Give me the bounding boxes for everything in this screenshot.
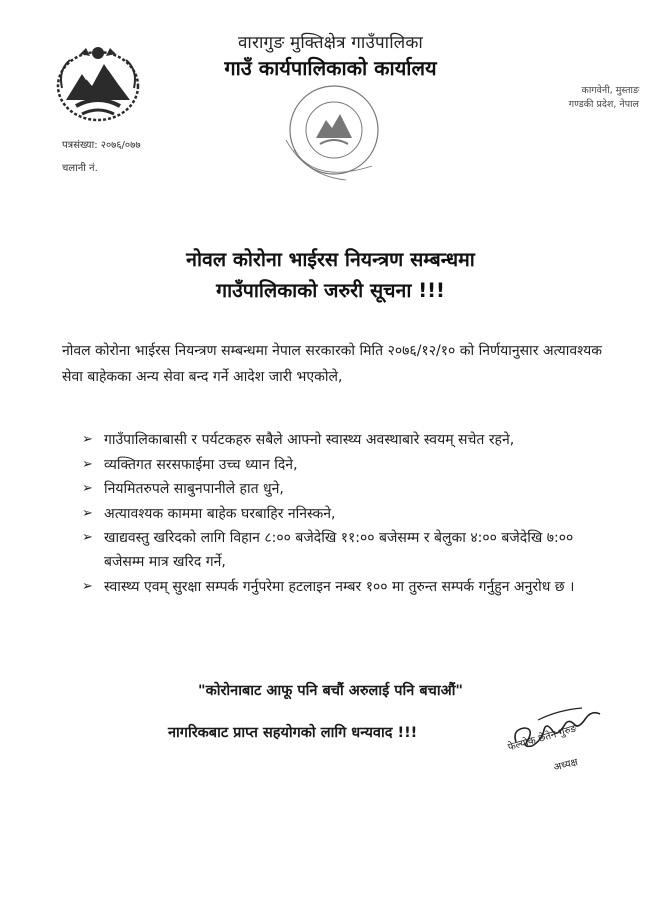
instruction-list xyxy=(80,428,606,599)
office-stamp-icon xyxy=(276,80,392,188)
list-item-text: अत्यावश्यक काममा बाहेक घरबाहिर ननिस्कने, xyxy=(104,505,336,522)
notice-title-line-2: गाउँपालिकाको जरुरी सूचना !!! xyxy=(216,279,445,302)
arrow-bullet-icon: ➢ xyxy=(82,456,93,472)
arrow-bullet-icon: ➢ xyxy=(82,530,93,545)
list-item xyxy=(80,502,606,526)
list-item xyxy=(80,453,606,477)
reference-number: पत्रसंख्या: २०७६/०७७ xyxy=(62,140,141,151)
list-item-text: नियमितरुपले साबुनपानीले हात धुने, xyxy=(104,481,284,497)
municipality-name: वारागुङ मुक्तिक्षेत्र गाउँपालिका xyxy=(237,33,424,53)
list-item-text: स्वास्थ्य एवम् सुरक्षा सम्पर्क गर्नुपरेमा हटलाइन नम्बर १०० मा तुरुन्त सम्पर्क गर्नुहुन अनुरोध छ । xyxy=(104,578,575,595)
signatory-title: अध्यक्ष xyxy=(552,757,580,774)
notice-title xyxy=(0,244,661,306)
arrow-bullet-icon: ➢ xyxy=(82,505,93,521)
notice-title-line-1: नोवल कोरोना भाईरस नियन्त्रण सम्बन्धमा xyxy=(186,248,475,271)
list-item xyxy=(80,428,606,452)
address-line-1: कागवेनी, मुस्ताङ xyxy=(581,85,639,96)
list-item-text: खाद्यवस्तु खरिदको लागि विहान ८:०० बजेदेखि ११:०० बजेसम्म र बेलुका ४:०० बजेदेखि ७:०० बजेसम्म मात्र खरिद गर्ने, xyxy=(104,530,574,570)
intro-paragraph: नोवल कोरोना भाईरस नियन्त्रण सम्बन्धमा नेपाल सरकारको मिति २०७६/१२/१० को निर्णयानुसार अत्यावश्यक सेवा बाहेकका अन्य सेवा बन्द गर्ने आदेश जारी भएकोले, xyxy=(62,343,602,385)
list-item xyxy=(80,526,606,574)
list-item-text: गाउँपालिकाबासी र पर्यटकहरु सबैले आफ्नो स्वास्थ्य अवस्थाबारे स्वयम् सचेत रहने, xyxy=(104,432,515,448)
office-name: गाउँ कार्यपालिकाको कार्यालय xyxy=(224,56,437,80)
office-address xyxy=(569,84,639,112)
arrow-bullet-icon: ➢ xyxy=(82,432,93,447)
address-line-2: गण्डकी प्रदेश, नेपाल xyxy=(568,99,639,110)
list-item-text: व्यक्तिगत सरसफाईमा उच्च ध्यान दिने, xyxy=(104,456,298,473)
signatory-name: फेल्योक छेतेन गुरुङ xyxy=(506,723,579,754)
dispatch-number: चलानी नं. xyxy=(62,163,98,174)
thanks-line: नागरिकबाट प्राप्त सहयोगको लागि धन्यवाद !!! xyxy=(168,725,418,741)
arrow-bullet-icon: ➢ xyxy=(82,578,93,594)
slogan: "कोरोनाबाट आफू पनि बचौं अरुलाई पनि बचाऔं" xyxy=(198,683,463,699)
list-item xyxy=(80,575,606,599)
list-item xyxy=(80,477,606,501)
arrow-bullet-icon: ➢ xyxy=(82,481,93,496)
